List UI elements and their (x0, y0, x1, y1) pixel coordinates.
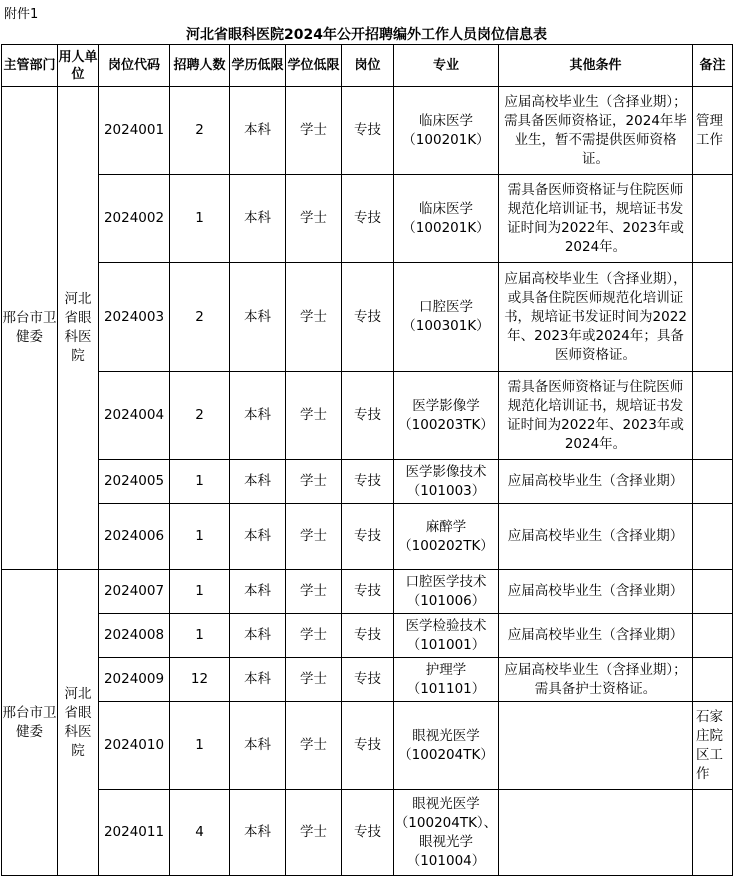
conditions-cell: 应届高校毕业生（含择业期） (499, 570, 693, 614)
degree-cell: 学士 (286, 702, 342, 790)
degree-cell: 学士 (286, 372, 342, 460)
table-row (2, 614, 733, 658)
post-cell: 专技 (342, 504, 394, 570)
major-cell: 医学检验技术（101001） (394, 614, 499, 658)
post-cell: 专技 (342, 658, 394, 702)
conditions-cell: 应届高校毕业生（含择业期） (499, 614, 693, 658)
count-cell: 2 (170, 372, 230, 460)
code-cell: 2024009 (99, 658, 170, 702)
code-cell: 2024001 (99, 87, 170, 175)
major-cell: 临床医学（100201K） (394, 87, 499, 175)
remarks-cell (693, 790, 733, 876)
header-row (2, 45, 733, 87)
conditions-cell (499, 702, 693, 790)
table-row (2, 504, 733, 570)
edu-cell: 本科 (230, 790, 286, 876)
conditions-cell: 需具备医师资格证与住院医师规范化培训证书，规培证书发证时间为2022年、2023年或2024年。 (499, 175, 693, 263)
conditions-cell: 应届高校毕业生（含择业期） (499, 460, 693, 504)
code-cell: 2024008 (99, 614, 170, 658)
unit-cell: 河北省眼科医院 (58, 87, 99, 570)
degree-cell: 学士 (286, 570, 342, 614)
remarks-cell (693, 263, 733, 372)
remarks-cell (693, 460, 733, 504)
post-cell: 专技 (342, 175, 394, 263)
post-cell: 专技 (342, 702, 394, 790)
conditions-cell: 应届高校毕业生（含择业期）；需具备医师资格证，2024年毕业生，暂不需提供医师资格证。 (499, 87, 693, 175)
dept-cell: 邢台市卫健委 (2, 570, 58, 876)
degree-cell: 学士 (286, 614, 342, 658)
major-cell: 口腔医学技术（101006） (394, 570, 499, 614)
degree-cell: 学士 (286, 263, 342, 372)
code-cell: 2024011 (99, 790, 170, 876)
table-row (2, 87, 733, 175)
conditions-cell: 应届高校毕业生（含择业期）；需具备护士资格证。 (499, 658, 693, 702)
edu-cell: 本科 (230, 87, 286, 175)
remarks-cell (693, 504, 733, 570)
edu-cell: 本科 (230, 570, 286, 614)
post-cell: 专技 (342, 460, 394, 504)
major-cell: 医学影像技术（101003） (394, 460, 499, 504)
table-row (2, 372, 733, 460)
header-conditions: 其他条件 (499, 45, 693, 87)
header-degree: 学位低限 (286, 45, 342, 87)
header-post: 岗位 (342, 45, 394, 87)
header-count: 招聘人数 (170, 45, 230, 87)
degree-cell: 学士 (286, 175, 342, 263)
table-row (2, 658, 733, 702)
count-cell: 1 (170, 570, 230, 614)
post-cell: 专技 (342, 263, 394, 372)
remarks-cell: 管理工作 (693, 87, 733, 175)
conditions-cell: 应届高校毕业生（含择业期），或具备住院医师规范化培训证书，规培证书发证时间为2022年、2023年或2024年；具备医师资格证。 (499, 263, 693, 372)
positions-table (1, 44, 733, 876)
header-remarks: 备注 (693, 45, 733, 87)
code-cell: 2024002 (99, 175, 170, 263)
count-cell: 1 (170, 702, 230, 790)
degree-cell: 学士 (286, 460, 342, 504)
edu-cell: 本科 (230, 175, 286, 263)
edu-cell: 本科 (230, 263, 286, 372)
conditions-cell: 应届高校毕业生（含择业期） (499, 504, 693, 570)
table-row (2, 175, 733, 263)
remarks-cell (693, 614, 733, 658)
page-title: 河北省眼科医院2024年公开招聘编外工作人员岗位信息表 (186, 27, 547, 43)
conditions-cell: 需具备医师资格证与住院医师规范化培训证书，规培证书发证时间为2022年、2023年或2024年。 (499, 372, 693, 460)
remarks-cell (693, 372, 733, 460)
attachment-label: 附件1 (4, 7, 39, 22)
code-cell: 2024005 (99, 460, 170, 504)
conditions-cell (499, 790, 693, 876)
major-cell: 口腔医学（100301K） (394, 263, 499, 372)
dept-cell: 邢台市卫健委 (2, 87, 58, 570)
degree-cell: 学士 (286, 87, 342, 175)
degree-cell: 学士 (286, 790, 342, 876)
count-cell: 4 (170, 790, 230, 876)
degree-cell: 学士 (286, 504, 342, 570)
degree-cell: 学士 (286, 658, 342, 702)
count-cell: 1 (170, 175, 230, 263)
table-row (2, 790, 733, 876)
header-major: 专业 (394, 45, 499, 87)
count-cell: 12 (170, 658, 230, 702)
post-cell: 专技 (342, 372, 394, 460)
major-cell: 眼视光医学（100204TK）、眼视光学（101004） (394, 790, 499, 876)
remarks-cell (693, 570, 733, 614)
code-cell: 2024004 (99, 372, 170, 460)
code-cell: 2024006 (99, 504, 170, 570)
remarks-cell (693, 658, 733, 702)
post-cell: 专技 (342, 570, 394, 614)
count-cell: 2 (170, 87, 230, 175)
post-cell: 专技 (342, 87, 394, 175)
header-edu: 学历低限 (230, 45, 286, 87)
header-unit: 用人单位 (58, 45, 99, 87)
edu-cell: 本科 (230, 372, 286, 460)
unit-cell: 河北省眼科医院 (58, 570, 99, 876)
edu-cell: 本科 (230, 614, 286, 658)
post-cell: 专技 (342, 790, 394, 876)
edu-cell: 本科 (230, 504, 286, 570)
major-cell: 麻醉学（100202TK） (394, 504, 499, 570)
edu-cell: 本科 (230, 658, 286, 702)
count-cell: 1 (170, 460, 230, 504)
code-cell: 2024010 (99, 702, 170, 790)
count-cell: 2 (170, 263, 230, 372)
count-cell: 1 (170, 504, 230, 570)
remarks-cell (693, 175, 733, 263)
header-code: 岗位代码 (99, 45, 170, 87)
remarks-cell: 石家庄院区工作 (693, 702, 733, 790)
major-cell: 眼视光医学（100204TK） (394, 702, 499, 790)
code-cell: 2024003 (99, 263, 170, 372)
post-cell: 专技 (342, 614, 394, 658)
table-row (2, 263, 733, 372)
table-row (2, 460, 733, 504)
major-cell: 医学影像学（100203TK） (394, 372, 499, 460)
edu-cell: 本科 (230, 460, 286, 504)
code-cell: 2024007 (99, 570, 170, 614)
header-dept: 主管部门 (2, 45, 58, 87)
table-row (2, 702, 733, 790)
major-cell: 护理学（101101） (394, 658, 499, 702)
major-cell: 临床医学（100201K） (394, 175, 499, 263)
table-row (2, 570, 733, 614)
edu-cell: 本科 (230, 702, 286, 790)
count-cell: 1 (170, 614, 230, 658)
